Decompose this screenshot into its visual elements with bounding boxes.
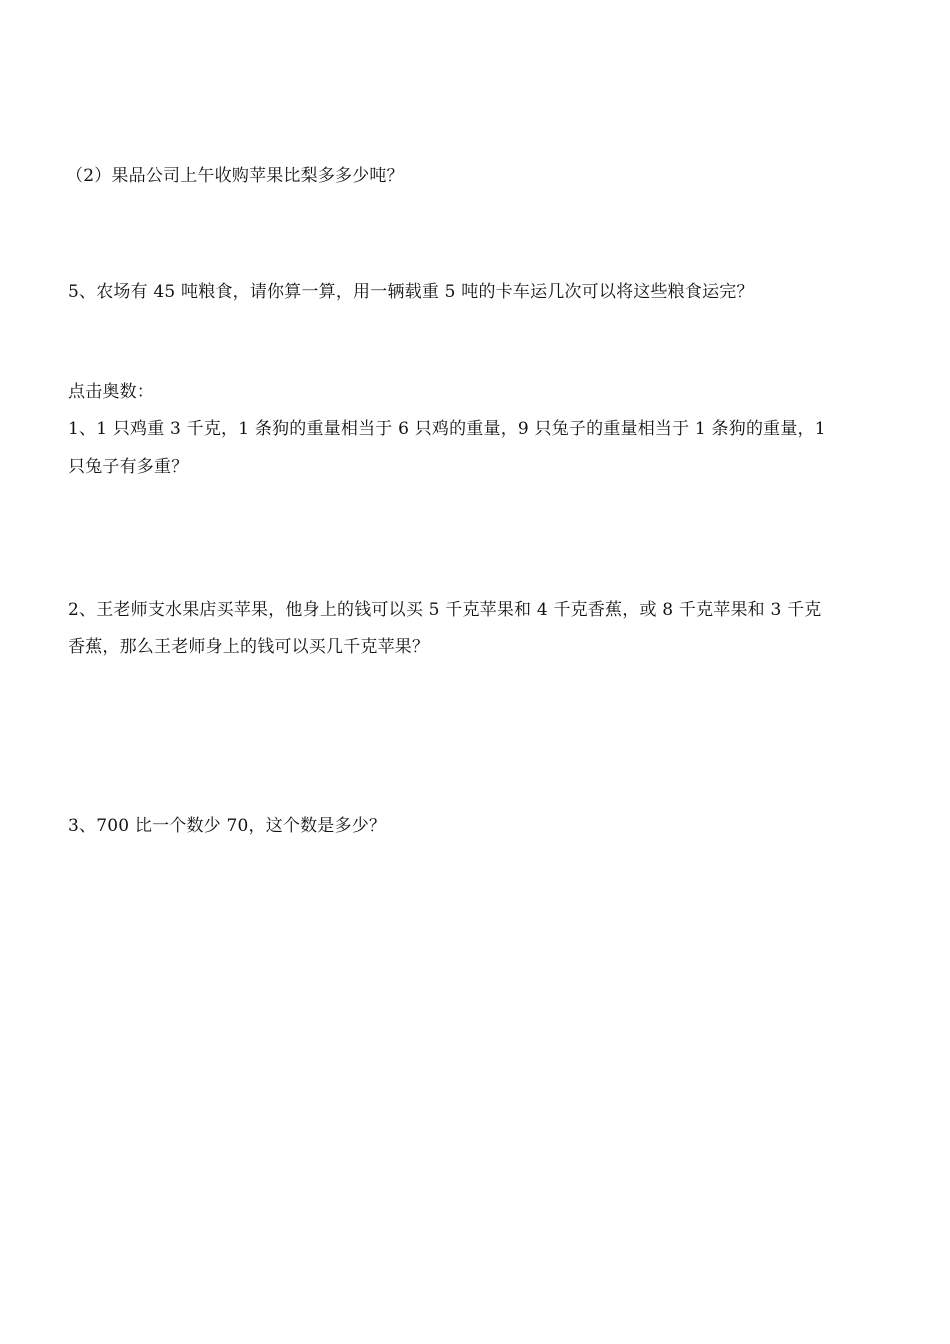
olympiad-question-2-line-1: 2、王老师支水果店买苹果，他身上的钱可以买 5 千克苹果和 4 千克香蕉，或 8 千克苹果和 3 千克	[68, 600, 822, 620]
question-4-part-2: （2）果品公司上午收购苹果比梨多多少吨？	[66, 166, 404, 186]
olympiad-question-3: 3、700 比一个数少 70，这个数是多少？	[68, 816, 387, 836]
olympiad-question-1-line-2: 只兔子有多重？	[68, 457, 189, 477]
section-heading: 点击奥数：	[68, 382, 154, 402]
olympiad-question-1-line-1: 1、1 只鸡重 3 千克，1 条狗的重量相当于 6 只鸡的重量，9 只兔子的重量相当于 1 条狗的重量，1	[68, 419, 826, 439]
olympiad-question-2-line-2: 香蕉，那么王老师身上的钱可以买几千克苹果？	[68, 637, 430, 657]
question-5: 5、农场有 45 吨粮食，请你算一算，用一辆载重 5 吨的卡车运几次可以将这些粮食运完？	[68, 282, 754, 302]
